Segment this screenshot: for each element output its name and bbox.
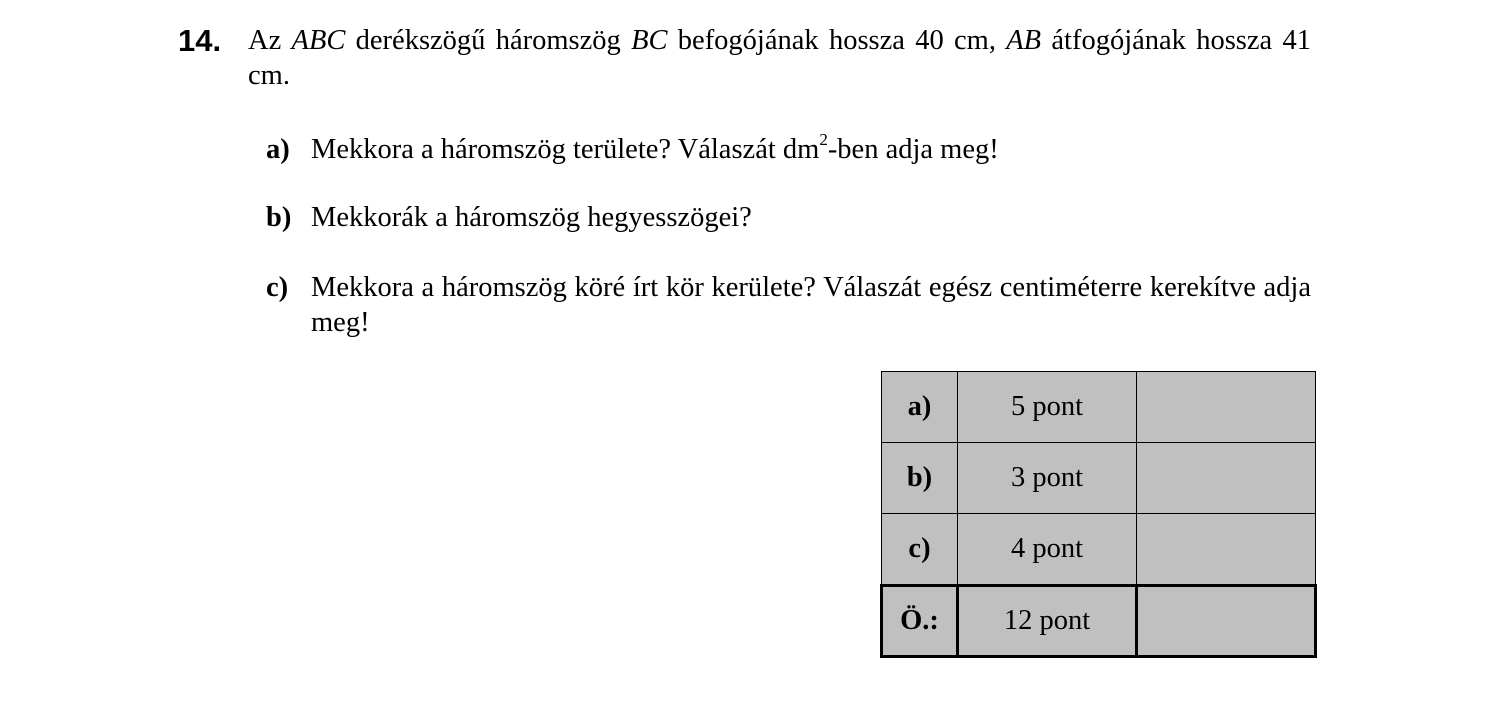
score-row-a (882, 372, 1316, 443)
score-max-points: 5 pont (958, 372, 1137, 443)
question-label: c) (266, 272, 289, 303)
score-total-points: 12 pont (958, 586, 1137, 657)
score-label: b) (882, 443, 958, 514)
leg-name: BC (631, 25, 668, 56)
question-text-part: -ben adja meg! (827, 134, 999, 165)
score-label: a) (882, 372, 958, 443)
problem-statement (248, 23, 1311, 93)
question-b (266, 200, 1311, 235)
question-text-part: Mekkora a háromszög területe? Válaszát dm (311, 134, 820, 165)
score-max-points: 3 pont (958, 443, 1137, 514)
score-earned-cell (1137, 514, 1316, 586)
hypotenuse-name: AB (1006, 25, 1042, 56)
score-row-c (882, 514, 1316, 586)
question-text: Mekkora a háromszög köré írt kör kerülete? Válaszát egész centiméterre kerekítve adja meg! (311, 272, 1311, 338)
score-total-earned-cell (1137, 586, 1316, 657)
question-text: Mekkorák a háromszög hegyesszögei? (311, 202, 752, 233)
intro-text-1: Az (248, 25, 292, 56)
superscript: 2 (819, 130, 828, 149)
score-earned-cell (1137, 372, 1316, 443)
score-table (880, 371, 1317, 658)
score-earned-cell (1137, 443, 1316, 514)
intro-text-3: befogójának hossza 40 cm, (667, 25, 1007, 56)
question-c (266, 270, 1311, 340)
triangle-name: ABC (291, 25, 346, 56)
question-text (311, 132, 1311, 167)
score-max-points: 4 pont (958, 514, 1137, 586)
score-label: c) (882, 514, 958, 586)
intro-text-4: átfogójának hossza 41 cm. (248, 25, 1311, 91)
score-row-total (882, 586, 1316, 657)
question-label: b) (266, 202, 292, 233)
question-label: a) (266, 134, 290, 165)
question-a (266, 132, 1311, 167)
score-row-b (882, 443, 1316, 514)
problem-number: 14. (178, 23, 222, 58)
intro-text-2: derékszögű háromszög (345, 25, 632, 56)
score-total-label: Ö.: (882, 586, 958, 657)
